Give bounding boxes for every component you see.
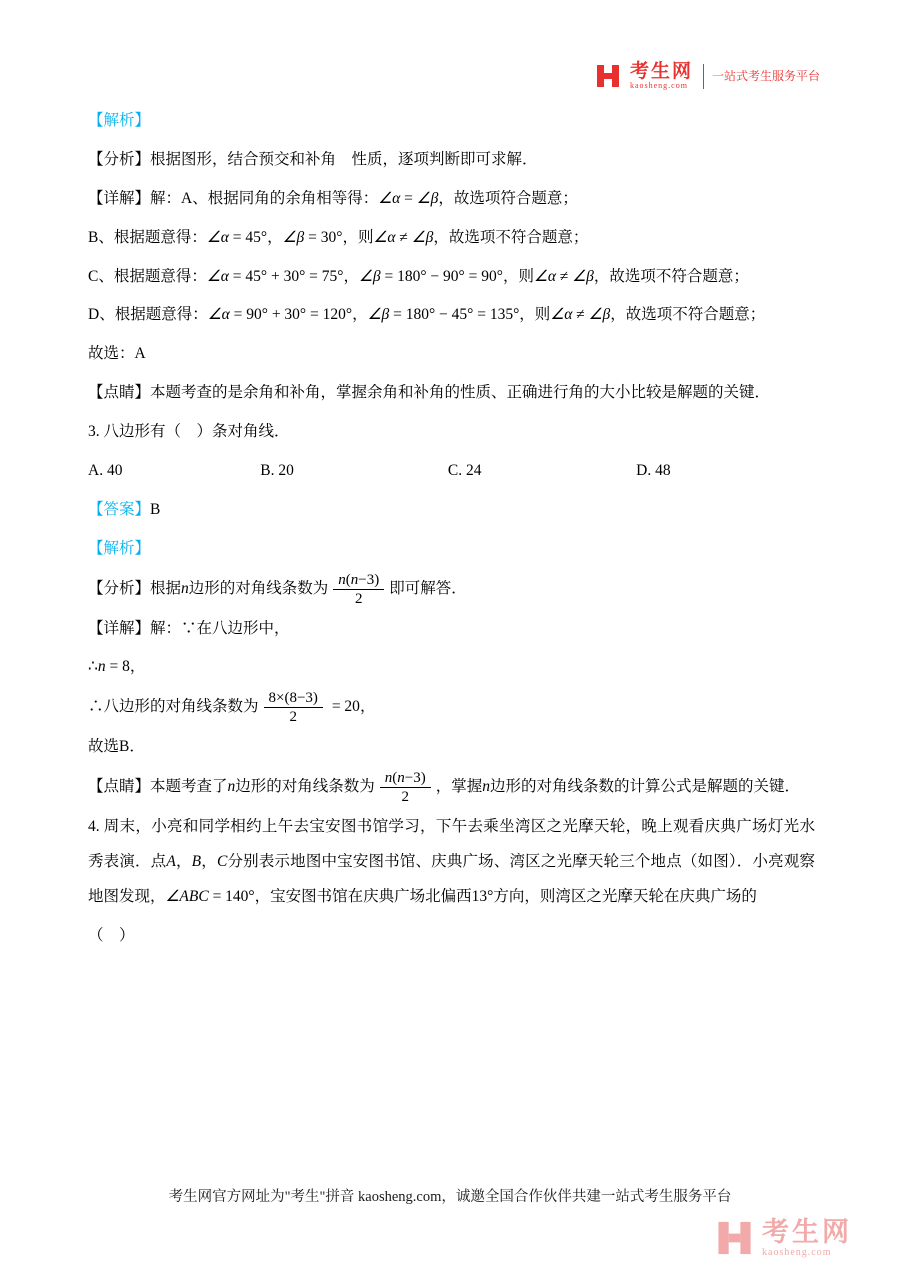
- text-run: n: [97, 658, 106, 676]
- text-run: B: [191, 853, 202, 870]
- text-run: = 8: [105, 658, 130, 676]
- text-run: = 90° + 30° = 120°: [229, 306, 353, 324]
- logo-name: 考生网: [629, 61, 693, 82]
- text-run: =: [400, 189, 417, 207]
- text-run: n: [181, 579, 189, 597]
- text-run: ，故选项符合题意；: [438, 189, 578, 207]
- text-run: = 180° − 90° = 90°: [380, 267, 503, 285]
- text-run: 边形的对角线条数为: [188, 579, 329, 597]
- text-run: ，故选项不符合题意；: [610, 306, 766, 324]
- text-run: = 140°: [208, 887, 255, 905]
- text-run: 【点睛】本题考查了: [88, 778, 228, 796]
- option-a: A. 40: [88, 461, 123, 479]
- text-run: ，则: [342, 228, 374, 246]
- text-run: ∠α: [207, 306, 230, 324]
- text-run: n: [384, 770, 393, 787]
- text-run: n: [350, 571, 359, 588]
- text-run: ∴: [88, 658, 98, 676]
- text-run: ，: [267, 228, 283, 246]
- text-run: 【分析】根据图形，结合预交和补角 性质，逐项判断即可求解．: [88, 150, 538, 168]
- text-run: 8×(8−3): [268, 690, 318, 707]
- text-run: ≠: [572, 306, 589, 324]
- text-run: ，: [343, 267, 359, 285]
- text-run: ∠α: [550, 306, 573, 324]
- options-row: [88, 454, 815, 489]
- text-run: ∠β: [572, 267, 594, 285]
- section-label: 【解析】: [88, 112, 151, 129]
- text-run: n: [397, 770, 405, 787]
- text-run: 分别表示地图中宝安图书馆、庆典广场、湾区之光摩天轮三个地点（如图）．小亮观察地图发现，: [88, 853, 815, 905]
- text-run: ，则: [502, 267, 534, 285]
- text-run: ∠ABC: [165, 887, 209, 905]
- paragraph: [88, 298, 815, 333]
- paragraph: [88, 730, 815, 765]
- text-run: ，: [359, 698, 376, 716]
- text-run: −3): [404, 770, 426, 787]
- paragraph: [88, 104, 815, 139]
- text-run: ，: [201, 853, 217, 870]
- paragraph: [88, 415, 815, 450]
- text-run: = 180° − 45° = 135°: [389, 306, 520, 324]
- section-label: 【答案】: [88, 500, 151, 518]
- paragraph: [88, 221, 815, 256]
- paragraph: [88, 612, 815, 647]
- watermark-domain: kaosheng.com: [762, 1247, 832, 1258]
- text-run: = 20: [327, 698, 360, 716]
- paragraph: [88, 532, 815, 567]
- text-run: ∠β: [416, 189, 439, 207]
- text-run: 【详解】解：∵在八边形中，: [88, 619, 290, 637]
- paragraph: [88, 769, 815, 806]
- footer-text: 考生网官方网址为"考生"拼音 kaosheng.com，诚邀全国合作伙伴共建一站式考生服务平台: [168, 1189, 732, 1205]
- paragraph: [88, 689, 815, 726]
- text-run: ∠α: [206, 267, 229, 285]
- text-run: −3): [358, 571, 380, 588]
- watermark-name: 考生网: [762, 1217, 852, 1247]
- text-run: 故选B．: [88, 738, 145, 756]
- text-run: ∠β: [358, 267, 381, 285]
- kaosheng-logo-icon: [596, 63, 622, 89]
- text-run: B: [150, 500, 161, 518]
- fraction: [333, 571, 384, 608]
- text-run: ∠β: [367, 306, 390, 324]
- text-run: 即可解答．: [389, 579, 467, 597]
- option-c: C. 24: [447, 461, 482, 479]
- option-b: B. 20: [260, 461, 294, 479]
- paragraph: [88, 376, 815, 411]
- text-run: n: [227, 778, 236, 796]
- text-run: D、根据题意得：: [88, 306, 208, 324]
- text-run: ≠: [395, 228, 412, 246]
- text-run: 【详解】解：A、根据同角的余角相等得：: [88, 189, 379, 207]
- option-d: D. 48: [636, 461, 671, 479]
- text-run: B、根据题意得：: [88, 228, 207, 246]
- text-run: 4. 周末，小亮和同学相约上午去宝安图书馆学习，下午去乘坐湾区之光摩天轮，晚上观看庆典广场灯光水秀表演．点: [88, 818, 815, 870]
- text-run: ∠β: [411, 228, 434, 246]
- paragraph: [88, 650, 815, 685]
- text-run: (: [345, 571, 351, 588]
- text-run: 边形的对角线条数为: [235, 778, 375, 796]
- text-run: ∠α: [373, 228, 396, 246]
- paragraph: [88, 919, 815, 954]
- text-run: n: [338, 571, 346, 588]
- logo-text-block: [630, 62, 693, 90]
- text-run: ，掌握: [435, 778, 483, 796]
- paragraph: [88, 810, 815, 915]
- paragraph: [88, 182, 815, 217]
- text-run: ，故选项不符合题意；: [433, 228, 589, 246]
- paragraph: [88, 571, 815, 608]
- text-run: = 45° + 30° = 75°: [228, 267, 344, 285]
- text-run: 2: [355, 590, 363, 607]
- footer-watermark: [717, 1219, 852, 1258]
- text-run: 3. 八边形有（ ）条对角线．: [88, 423, 290, 440]
- text-run: 故选：A: [88, 345, 146, 363]
- text-run: 2: [289, 709, 297, 726]
- text-run: ∠α: [533, 267, 556, 285]
- text-run: 【点睛】本题考查的是余角和补角，掌握余角和补角的性质、正确进行角的大小比较是解题的关键．: [88, 384, 771, 402]
- text-run: ，故选项不符合题意；: [593, 267, 749, 285]
- site-header: [596, 62, 820, 90]
- kaosheng-watermark-icon: [717, 1219, 755, 1257]
- text-run: ∠β: [588, 306, 611, 324]
- text-run: n: [482, 778, 491, 796]
- paragraph: [88, 337, 815, 372]
- text-run: ∠α: [378, 189, 401, 207]
- text-run: ≠: [556, 267, 573, 285]
- logo-domain: kaosheng.com: [629, 80, 688, 90]
- text-run: A: [166, 853, 176, 870]
- text-run: ，: [175, 853, 192, 870]
- text-run: ，宝安图书馆在庆典广场北偏西13°方向，则湾区之光摩天轮在庆典广场的: [254, 887, 757, 905]
- paragraph: [88, 143, 815, 178]
- document-body: [88, 104, 815, 958]
- text-run: ，则: [519, 306, 551, 324]
- logo-tagline: 一站式考生服务平台: [703, 64, 820, 89]
- text-run: 2: [401, 789, 410, 806]
- text-run: ∴八边形的对角线条数为: [88, 698, 259, 716]
- watermark-text-block: [762, 1219, 852, 1258]
- fraction: [380, 769, 431, 806]
- paragraph: [88, 493, 815, 528]
- text-run: C: [216, 853, 228, 870]
- text-run: ∠β: [282, 228, 305, 246]
- text-run: ，: [129, 658, 146, 676]
- text-run: ，: [352, 306, 368, 324]
- text-run: = 45°: [228, 228, 268, 246]
- text-run: C、根据题意得：: [88, 267, 207, 285]
- text-run: (: [392, 770, 398, 787]
- text-run: （ ）: [88, 926, 135, 944]
- text-run: 边形的对角线条数的计算公式是解题的关键．: [490, 778, 801, 796]
- text-run: = 30°: [304, 228, 343, 246]
- fraction: [264, 689, 323, 726]
- section-label: 【解析】: [88, 539, 151, 557]
- text-run: 【分析】根据: [88, 579, 182, 597]
- paragraph: [88, 260, 815, 295]
- text-run: ∠α: [206, 228, 229, 246]
